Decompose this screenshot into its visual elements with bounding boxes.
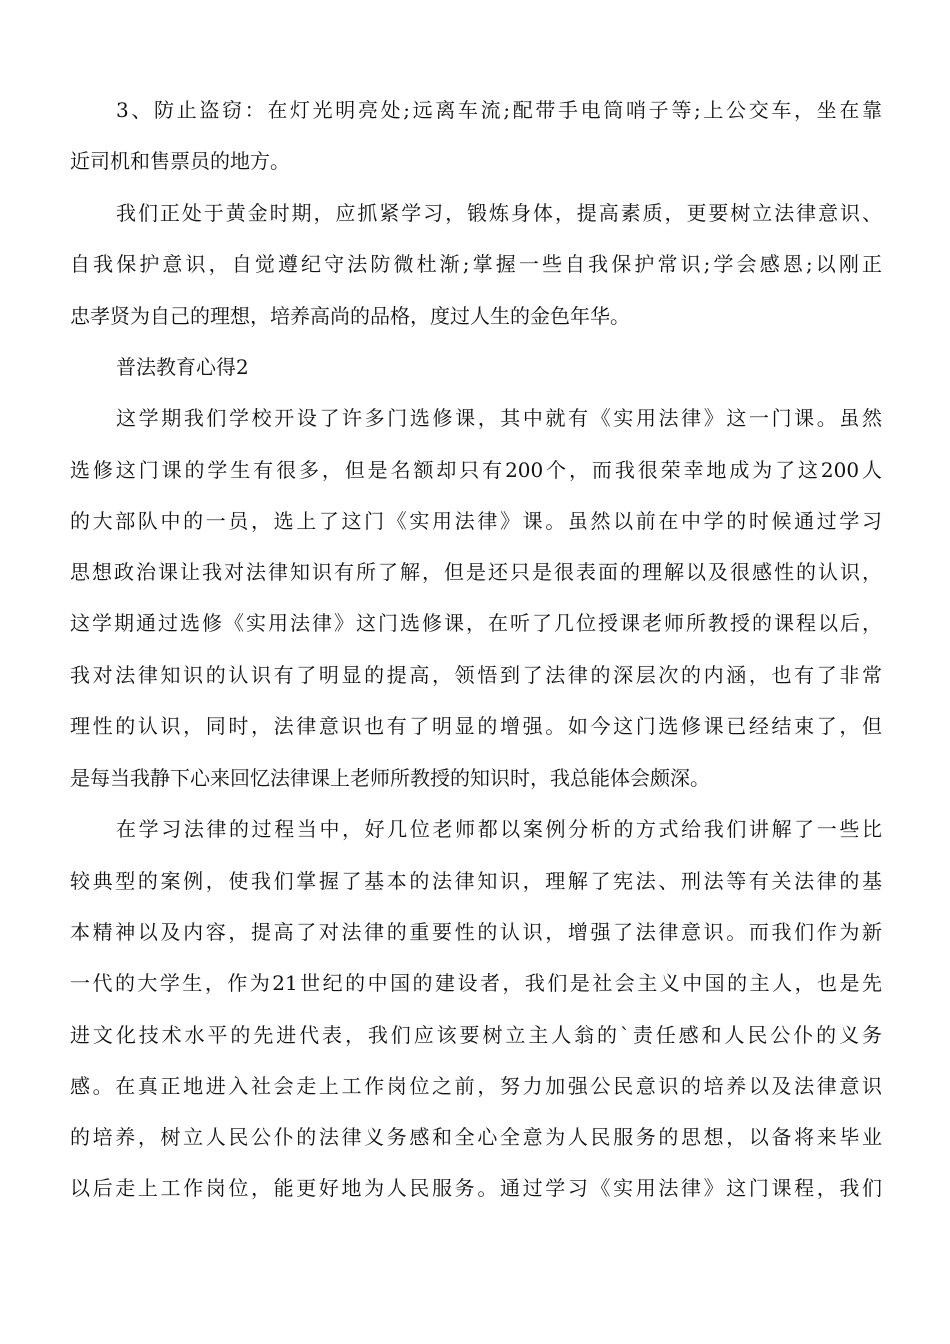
paragraph-3-line-2: 选修这门课的学生有很多，但是名额却只有200个，而我很荣幸地成为了这200人	[70, 458, 882, 482]
paragraph-3-line-4: 思想政治课让我对法律知识有所了解，但是还只是很表面的理解以及很感性的认识，	[70, 560, 882, 584]
paragraph-3-line-6: 我对法律知识的认识有了明显的提高，领悟到了法律的深层次的内涵，也有了非常	[70, 663, 882, 687]
paragraph-4-line-6: 感。在真正地进入社会走上工作岗位之前，努力加强公民意识的培养以及法律意识	[70, 1074, 882, 1098]
paragraph-3-line-7: 理性的认识，同时，法律意识也有了明显的增强。如今这门选修课已经结束了，但	[70, 714, 882, 738]
paragraph-4-line-8: 以后走上工作岗位，能更好地为人民服务。通过学习《实用法律》这门课程，我们	[70, 1176, 882, 1200]
paragraph-2-line-2: 自我保护意识，自觉遵纪守法防微杜渐;掌握一些自我保护常识;学会感恩;以刚正	[70, 252, 882, 276]
paragraph-4-line-4: 一代的大学生，作为21世纪的中国的建设者，我们是社会主义中国的主人，也是先	[70, 971, 882, 995]
paragraph-1-line-1: 3、防止盗窃：在灯光明亮处;远离车流;配带手电筒哨子等;上公交车，坐在靠	[116, 98, 882, 122]
paragraph-4-line-7: 的培养，树立人民公仆的法律义务感和全心全意为人民服务的思想，以备将来毕业	[70, 1125, 882, 1149]
paragraph-3-line-1: 这学期我们学校开设了许多门选修课，其中就有《实用法律》这一门课。虽然	[116, 406, 882, 430]
paragraph-2-line-3: 忠孝贤为自己的理想，培养高尚的品格，度过人生的金色年华。	[70, 304, 630, 328]
paragraph-3-line-3: 的大部队中的一员，选上了这门《实用法律》课。虽然以前在中学的时候通过学习	[70, 509, 882, 533]
paragraph-4-line-3: 本精神以及内容，提高了对法律的重要性的认识，增强了法律意识。而我们作为新	[70, 920, 882, 944]
paragraph-3-line-5: 这学期通过选修《实用法律》这门选修课，在听了几位授课老师所教授的课程以后，	[70, 611, 882, 635]
paragraph-2-line-1: 我们正处于黄金时期，应抓紧学习，锻炼身体，提高素质，更要树立法律意识、	[116, 201, 882, 225]
section-heading: 普法教育心得2	[116, 355, 249, 379]
paragraph-4-line-5: 进文化技术水平的先进代表，我们应该要树立主人翁的`责任感和人民公仆的义务	[70, 1023, 882, 1047]
paragraph-4-line-1: 在学习法律的过程当中，好几位老师都以案例分析的方式给我们讲解了一些比	[116, 817, 882, 841]
paragraph-1-line-2: 近司机和售票员的地方。	[70, 149, 290, 173]
paragraph-3-line-8: 是每当我静下心来回忆法律课上老师所教授的知识时，我总能体会颇深。	[70, 766, 710, 790]
paragraph-4-line-2: 较典型的案例，使我们掌握了基本的法律知识，理解了宪法、刑法等有关法律的基	[70, 869, 882, 893]
